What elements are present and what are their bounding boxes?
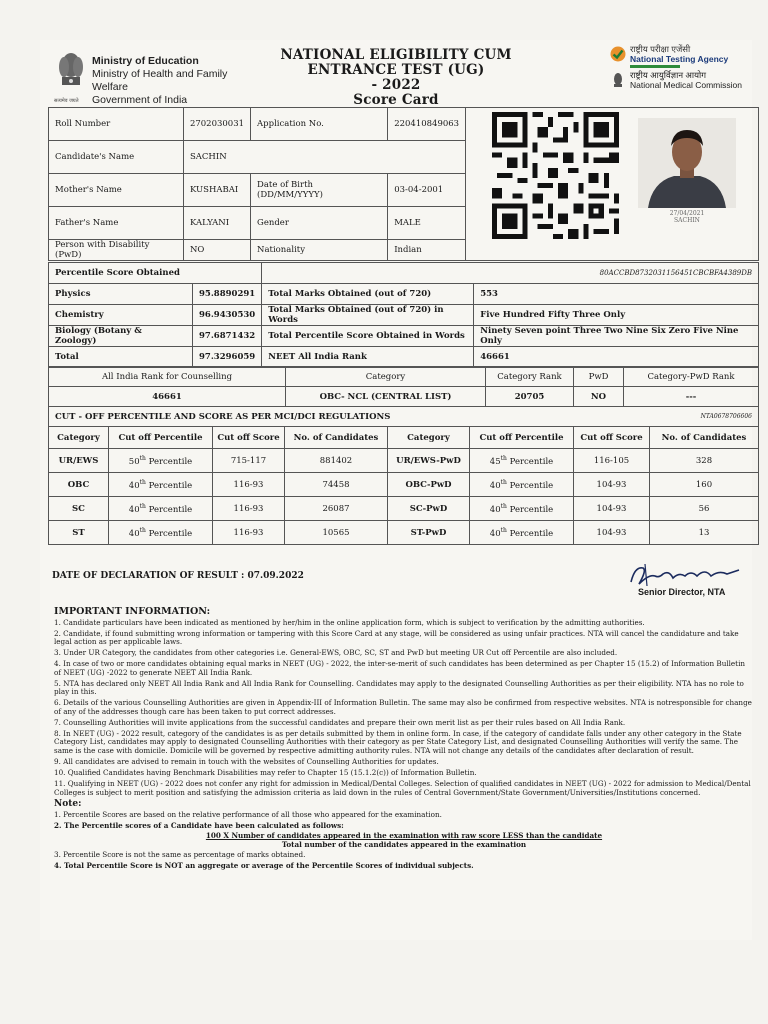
cutoff-candidates-pwd: 56 [650, 497, 759, 521]
marks-words-value: Five Hundred Fifty Three Only [474, 305, 759, 326]
list-item: 10. Qualified Candidates having Benchmark Disabilities may refer to Chapter 15 (15.1.2(c)) of Information Bulletin. [54, 768, 477, 778]
title-line-1: NATIONAL ELIGIBILITY CUM ENTRANCE TEST (UG) [280, 47, 512, 78]
cutoff-candidates-pwd: 328 [650, 449, 759, 473]
cutoff-percentile-pwd: 40th Percentile [470, 521, 574, 545]
cutoff-category: UR/EWS [49, 449, 109, 473]
list-item: 8. In NEET (UG) - 2022 result, category of the candidates is as per details submitted by them in online form. In case, if the category of candidate falls under any other category in the State Category List, candidates may apply to designated Counselling Authorities with their category as per State Category List, and designated Counselling Authorities will verify the same. The same is the case with domicile. Domicile will be governed by respective admitting authority rules. NTA will not change any details of the candidates after declaration of result. [54, 728, 742, 756]
score-hash: 80ACCBD8732031156451CBCBFA4389DB [262, 263, 759, 284]
nta-english: National Testing Agency [630, 54, 729, 64]
cutoff-category-pwd: UR/EWS-PwD [388, 449, 470, 473]
list-item: 5. NTA has declared only NEET All India Rank and All India Rank for Counselling. Candidates may apply to the designated Counselling Authorities as per their eligibility. NTA has no role to play in this. [54, 678, 744, 697]
gender-label: Gender [251, 207, 388, 240]
rank-header-category-rank: Category Rank [486, 367, 574, 387]
percentile-total: 97.3296059 [193, 347, 262, 368]
roll-label: Roll Number [49, 108, 184, 141]
ministry-block [54, 45, 264, 105]
emblem-caption: सत्यमेव जयते [54, 98, 79, 104]
cutoff-score: 116-93 [213, 521, 285, 545]
rank-header-category-pwd-rank: Category-PwD Rank [624, 367, 759, 387]
air-label: NEET All India Rank [262, 347, 474, 368]
nationality-value: Indian [388, 240, 466, 261]
table-row [49, 497, 759, 521]
dob-label: Date of Birth (DD/MM/YYYY) [251, 174, 388, 207]
cutoff-percentile: 50th Percentile [109, 449, 213, 473]
name-value: SACHIN [183, 141, 465, 174]
subject-biology: Biology (Botany & Zoology) [49, 326, 193, 347]
app-label: Application No. [251, 108, 388, 141]
list-item: 1. Percentile Scores are based on the relative performance of all those who appeared for the examination. [54, 810, 442, 820]
cutoff-score-pwd: 104-93 [574, 497, 650, 521]
table-row [49, 473, 759, 497]
percentile-formula [54, 832, 754, 849]
air-value: 46661 [474, 347, 759, 368]
rank-pwd-value: NO [574, 387, 624, 407]
government-of-india: Government of India [92, 94, 188, 106]
list-item: 11. Qualifying in NEET (UG) - 2022 does not confer any right for admission in Medical/Dental Colleges. Selection of qualified candidates in NEET (UG) - 2022 for admission to Medical/Dental Colleges is subject to merit position and satisfying the admission criteria as laid down in the rules of Central Government/State Government/Universities/Institutions concerned. [54, 779, 751, 797]
ministry-education: Ministry of Education [92, 55, 199, 67]
formula-denominator: Total number of the candidates appeared in the examination [281, 839, 527, 849]
rank-header-pwd: PwD [574, 367, 624, 387]
cutoff-percentile: 40th Percentile [109, 473, 213, 497]
gender-value: MALE [388, 207, 466, 240]
cutoff-score-pwd: 116-105 [574, 449, 650, 473]
note-list-continued [54, 851, 754, 871]
cutoff-category-pwd: SC-PwD [388, 497, 470, 521]
percentile-words-label: Total Percentile Score Obtained in Words [262, 326, 474, 347]
cutoff-percentile: 40th Percentile [109, 521, 213, 545]
info-list [54, 619, 754, 798]
list-item: 1. Candidate particulars have been indicated as mentioned by her/him in the online application form, which is subject to verification by the admitting authorities. [54, 617, 645, 627]
rank-table [48, 366, 759, 407]
cutoff-percentile-pwd: 40th Percentile [470, 497, 574, 521]
national-emblem-icon [54, 47, 88, 99]
note-list [54, 811, 754, 831]
cutoff-header-candidates: No. of Candidates [285, 427, 388, 449]
cutoff-table [48, 426, 759, 545]
list-item: 4. Total Percentile Score is NOT an aggregate or average of the Percentile Scores of individual subjects. [54, 861, 474, 871]
cutoff-percentile-pwd: 40th Percentile [470, 473, 574, 497]
app-value: 220410849063 [388, 108, 466, 141]
percentile-section-label: Percentile Score Obtained [49, 263, 262, 284]
rank-category-value: OBC- NCL (CENTRAL LIST) [286, 387, 486, 407]
cutoff-candidates-pwd: 13 [650, 521, 759, 545]
cutoff-score-pwd: 104-93 [574, 521, 650, 545]
nta-bar [630, 65, 680, 68]
rank-header-category: Category [286, 367, 486, 387]
nationality-label: Nationality [251, 240, 388, 261]
mother-label: Mother's Name [49, 174, 184, 207]
list-item: 3. Percentile Score is not the same as percentage of marks obtained. [54, 850, 306, 860]
nta-hindi: राष्ट्रीय परीक्षा एजेंसी [630, 44, 691, 54]
subject-chemistry: Chemistry [49, 305, 193, 326]
list-item: 6. Details of the various Counselling Authorities are given in Appendix-III of Information Bulletin. The same may also be confirmed from respective websites. NTA is notresponsible for change of any of the addresses though care has been taken to put correct addresses. [54, 698, 752, 716]
info-title: IMPORTANT INFORMATION: [54, 606, 211, 617]
pwd-value: NO [183, 240, 250, 261]
director-title: Senior Director, NTA [638, 587, 726, 597]
photo-name: SACHIN [674, 217, 700, 224]
ministry-health: Ministry of Health and Family Welfare [92, 68, 228, 93]
photo-date: 27/04/2021 [669, 210, 705, 217]
cutoff-header-score-pwd: Cut off Score [574, 427, 650, 449]
page-title [250, 48, 542, 108]
cutoff-header-candidates-pwd: No. of Candidates [650, 427, 759, 449]
cutoff-title-bar [48, 406, 759, 427]
percentile-chemistry: 96.9430530 [193, 305, 262, 326]
note-title: Note: [54, 798, 82, 809]
title-line-3: Score Card [353, 92, 439, 108]
cutoff-header-category-pwd: Category [388, 427, 470, 449]
list-item: 3. Under UR Category, the candidates from other categories i.e. General-EWS, OBC, SC, ST and PwD but meeting UR Cut off Percentile are also included. [54, 648, 618, 658]
cutoff-category: SC [49, 497, 109, 521]
signature [625, 560, 745, 590]
cutoff-header-percentile-pwd: Cut off Percentile [470, 427, 574, 449]
cutoff-title: CUT - OFF PERCENTILE AND SCORE AS PER MCI/DCI REGULATIONS [55, 412, 391, 422]
cutoff-score: 116-93 [213, 473, 285, 497]
cutoff-category-pwd: OBC-PwD [388, 473, 470, 497]
nmc-english: National Medical Commission [630, 80, 742, 90]
title-line-2: - 2022 [371, 77, 421, 93]
father-label: Father's Name [49, 207, 184, 240]
cutoff-category-pwd: ST-PwD [388, 521, 470, 545]
nmc-logo [610, 70, 755, 96]
list-item: 7. Counselling Authorities will invite applications from the successful candidates and prepare their own merit list as per their rules based on All India Rank. [54, 717, 626, 727]
rank-category-pwd-rank-value: --- [624, 387, 759, 407]
mother-value: KUSHABAI [183, 174, 250, 207]
list-item: 9. All candidates are advised to remain in touch with the websites of Counselling Authorities for updates. [54, 757, 439, 767]
cutoff-code: NTA0678706606 [700, 413, 752, 420]
list-item: 2. The Percentile scores of a Candidate have been calculated as follows: [54, 821, 344, 831]
subject-physics: Physics [49, 284, 193, 305]
cutoff-percentile-pwd: 45th Percentile [470, 449, 574, 473]
pwd-label: Person with Disability (PwD) [49, 240, 184, 261]
cutoff-category: ST [49, 521, 109, 545]
cutoff-candidates: 26087 [285, 497, 388, 521]
percentile-score-table [48, 262, 759, 368]
cutoff-candidates: 10565 [285, 521, 388, 545]
rank-air-value: 46661 [49, 387, 286, 407]
roll-value: 2702030031 [183, 108, 250, 141]
percentile-words-value: Ninety Seven point Three Two Nine Six Zero Five Nine Only [474, 326, 759, 347]
subject-total: Total [49, 347, 193, 368]
ministry-names [92, 55, 264, 107]
rank-category-rank-value: 20705 [486, 387, 574, 407]
cutoff-score-pwd: 104-93 [574, 473, 650, 497]
dob-value: 03-04-2001 [388, 174, 466, 207]
cutoff-header-percentile: Cut off Percentile [109, 427, 213, 449]
total-marks-value: 553 [474, 284, 759, 305]
score-card-sheet [40, 40, 752, 940]
nmc-hindi: राष्ट्रीय आयुर्विज्ञान आयोग [630, 70, 707, 80]
cutoff-candidates-pwd: 160 [650, 473, 759, 497]
photo-caption [638, 210, 736, 224]
list-item: 4. In case of two or more candidates obtaining equal marks in NEET (UG) - 2022, the inter-se-merit of such candidates has been determined as per Chapter 15 (15.2) of Information Bulletin of NEET (UG) -2022 to generate NEET All India Rank. [54, 659, 746, 677]
candidate-photo [638, 118, 736, 248]
cutoff-header-score: Cut off Score [213, 427, 285, 449]
nta-logo [610, 44, 755, 70]
cutoff-candidates: 74458 [285, 473, 388, 497]
nmc-emblem-icon [610, 72, 626, 88]
table-row [49, 521, 759, 545]
cutoff-percentile: 40th Percentile [109, 497, 213, 521]
rank-header-air: All India Rank for Counselling [49, 367, 286, 387]
cutoff-header-category: Category [49, 427, 109, 449]
percentile-physics: 95.8890291 [193, 284, 262, 305]
father-value: KALYANI [183, 207, 250, 240]
cutoff-candidates: 881402 [285, 449, 388, 473]
cutoff-category: OBC [49, 473, 109, 497]
declaration-date: DATE OF DECLARATION OF RESULT : 07.09.2022 [52, 571, 304, 581]
cutoff-score: 715-117 [213, 449, 285, 473]
list-item: 2. Candidate, if found submitting wrong information or tampering with this Score Card at any stage, will be considered as using unfair practices. NTA will cancel the candidature and take legal action as per applicable laws. [54, 628, 739, 647]
cutoff-score: 116-93 [213, 497, 285, 521]
percentile-biology: 97.6871432 [193, 326, 262, 347]
qr-code [492, 112, 619, 239]
nta-check-icon [610, 46, 626, 62]
important-information [54, 608, 754, 873]
total-marks-label: Total Marks Obtained (out of 720) [262, 284, 474, 305]
agency-logos [610, 44, 755, 96]
table-row [49, 449, 759, 473]
name-label: Candidate's Name [49, 141, 184, 174]
formula-numerator: 100 X Number of candidates appeared in the examination with raw score LESS than the candidate [205, 831, 603, 841]
marks-words-label: Total Marks Obtained (out of 720) in Words [262, 305, 474, 326]
